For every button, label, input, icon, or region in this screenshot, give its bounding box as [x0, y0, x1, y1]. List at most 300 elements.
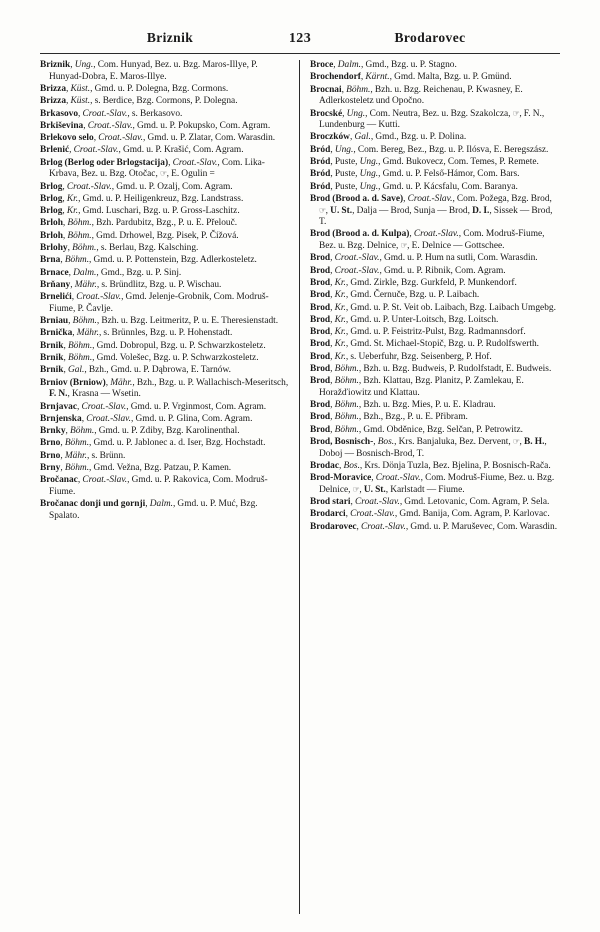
entry-headword: Brkiševina	[40, 120, 84, 131]
entry-headword: Brizza	[40, 96, 67, 107]
dictionary-entry	[310, 376, 560, 399]
entry-detail-text: ,	[62, 181, 67, 192]
entry-detail-text: ,	[330, 363, 335, 374]
entry-detail-text: , F. N., Lundenburg — Kutti.	[319, 108, 545, 131]
entry-detail-text: ,	[330, 400, 335, 411]
entry-detail-text: ,	[70, 60, 75, 70]
dictionary-entry	[310, 278, 560, 290]
dictionary-entry	[40, 475, 290, 498]
entry-region-abbrev: Ung.	[359, 181, 379, 192]
entry-detail-text: ,	[105, 377, 111, 388]
dictionary-entry	[310, 253, 560, 265]
dictionary-entry	[40, 96, 290, 108]
dictionary-entry	[310, 339, 560, 351]
dictionary-entry	[40, 341, 290, 353]
entry-detail-text: , Gmd. Jelenje-Grobnik, Com. Modruš-Fiume, P. Čavlje.	[49, 292, 269, 314]
entry-region-abbrev: Croat.-Slav.	[350, 509, 395, 520]
dictionary-entry	[310, 109, 560, 132]
entry-detail-text: , Gmd. Obděnice, Bzg. Selčan, P. Petrowitz.	[358, 424, 524, 435]
entry-region-abbrev: Böhm.	[67, 340, 93, 351]
entry-headword: Brnička	[40, 328, 73, 339]
entry-detail-text: ,	[62, 193, 67, 204]
dictionary-entry	[40, 280, 290, 292]
entry-region-abbrev: Kr.	[334, 339, 346, 350]
entry-detail-text: ,	[325, 205, 331, 216]
entry-detail-text: , Gmd. u. P. Maruševec, Com. Warasdin.	[405, 521, 558, 532]
entry-region-abbrev: Böhm.	[334, 412, 359, 423]
entry-detail-text: ,	[63, 365, 68, 376]
entry-detail-text: , Gmd. u. P. Zdiby, Bzg. Karolinenthal.	[94, 426, 240, 437]
entry-headword: Brniov (Brniow)	[40, 377, 106, 388]
entry-headword: Bročanac	[40, 475, 78, 486]
entry-headword: Broce	[310, 60, 334, 70]
entry-headword: Brod	[310, 277, 331, 288]
entry-detail-text: , Puste,	[330, 169, 360, 180]
entry-headword: Brnjavac	[40, 401, 77, 412]
dictionary-entry	[310, 352, 560, 364]
entry-detail-text: , Gmd. u. P. Zlatar, Com. Warasdin.	[143, 133, 276, 144]
entry-region-abbrev: Croat.-Slav.	[172, 157, 218, 168]
entry-region-abbrev: Croat.-Slav.	[66, 181, 112, 192]
entry-detail-text: ,	[60, 450, 65, 461]
entry-headword: Brna	[40, 255, 61, 266]
entry-headword: Brizza	[40, 83, 67, 94]
entry-headword: Brnelići	[40, 292, 72, 303]
entry-region-abbrev: Croat.-Slav.	[413, 229, 459, 240]
entry-detail-text: , Gmd. Dobropul, Bzg. u. P. Schwarzkosteletz.	[92, 340, 266, 351]
dictionary-entry	[40, 194, 290, 206]
entry-detail-text: , Krs. Dönja Tuzla, Bez. Bjelina, P. Bosnisch-Rača.	[359, 460, 551, 471]
dictionary-entry	[310, 290, 560, 302]
entry-detail-text: , Sissek — Brod, T.	[319, 205, 553, 228]
entry-detail-text: , Krasna — Wsetin.	[67, 389, 141, 400]
entry-region-abbrev: Croat.-Slav.	[355, 497, 400, 508]
dictionary-entry	[40, 231, 290, 243]
entry-region-abbrev: Croat.-Slav.	[82, 475, 128, 486]
entry-detail-text: , Karlstadt — Fiume.	[385, 484, 465, 495]
entry-detail-text: ,	[350, 497, 356, 508]
entry-region-abbrev: Croat.-Slav.	[375, 473, 421, 484]
dictionary-entry	[310, 412, 560, 424]
entry-region-abbrev: Gal.	[354, 132, 371, 143]
entry-detail-text: , Com. Bereg, Bez., Bzg. u. P. Ilósva, E. Beregszász.	[353, 144, 549, 155]
entry-detail-text: , Gmd. Vežna, Bzg. Patzau, P. Kamen.	[89, 463, 232, 474]
left-column	[40, 60, 300, 914]
entry-region-abbrev: Bos.	[377, 437, 395, 448]
entry-detail-text: ,	[66, 96, 71, 107]
dictionary-entry	[40, 463, 290, 475]
telegraph-icon: ☞	[512, 437, 520, 447]
entry-region-abbrev: Böhm.	[72, 316, 97, 327]
entry-detail-text: , Gmd. Bukovecz, Com. Temes, P. Remete.	[378, 157, 539, 167]
entry-detail-text: ,	[409, 229, 414, 240]
header-right-running-title: Brodarovec	[394, 30, 466, 45]
entry-region-abbrev: Böhm.	[67, 353, 93, 364]
dictionary-entry	[40, 353, 290, 365]
dictionary-entry	[40, 206, 290, 218]
dictionary-entry	[40, 499, 290, 522]
entry-region-abbrev: Gal.	[67, 365, 85, 376]
entry-detail-text: ,	[77, 475, 83, 486]
entry-detail-text: ,	[330, 144, 335, 155]
entry-detail-text: , Gmd. u. P. Hum na sutli, Com. Warasdin.	[379, 253, 538, 264]
entry-region-abbrev: Dalm.	[149, 499, 173, 510]
entry-region-abbrev: Böhm.	[334, 424, 359, 435]
entry-detail-text: ,	[342, 108, 347, 119]
entry-region-abbrev: Küst.	[70, 96, 91, 107]
dictionary-entry	[40, 145, 290, 157]
entry-region-abbrev: Croat.-Slav.	[407, 193, 453, 204]
entry-detail-text: , Gmd. Malta, Bzg. u. P. Gmünd.	[389, 72, 512, 83]
entry-region-abbrev: Mähr.	[64, 450, 87, 461]
entry-region-abbrev: Croat.-Slav.	[82, 108, 128, 119]
dictionary-entry	[40, 316, 290, 328]
header-left-running-title: Briznik	[146, 30, 194, 45]
entry-region-abbrev: Croat.-Slav.	[76, 292, 122, 303]
dictionary-entry	[40, 158, 290, 181]
dictionary-entry	[40, 60, 290, 83]
entry-region-abbrev: Mähr.	[76, 328, 99, 339]
entry-detail-text: , Puste,	[330, 181, 360, 192]
entry-detail-text: , s. Bründlitz, Bzg. u. P. Wischau.	[96, 279, 222, 290]
entry-region-abbrev: Küst.	[70, 83, 91, 94]
entry-bold-text: U. St.	[330, 205, 353, 216]
dictionary-entry	[40, 84, 290, 96]
entry-headword: Bród	[310, 144, 331, 155]
entry-region-abbrev: Böhm.	[70, 426, 95, 437]
entry-detail-text: , Gmd. u. P. Muć, Bzg. Spalato.	[49, 499, 258, 521]
entry-headword: Brňany	[40, 279, 71, 290]
entry-region-abbrev: Kr.	[334, 290, 346, 301]
dictionary-entry	[310, 522, 560, 534]
entry-detail-text: ,	[360, 72, 366, 83]
entry-detail-text: ,	[67, 243, 73, 254]
entry-region-abbrev: Croat.-Slav.	[98, 133, 143, 144]
entry-detail-text: ,	[519, 437, 525, 448]
entry-region-abbrev: Böhm.	[67, 218, 92, 229]
entry-headword: Bród	[310, 181, 331, 192]
entry-detail-text: , s. Ueberfuhr, Bzg. Seisenberg, P. Hof.	[345, 351, 492, 362]
entry-region-abbrev: Böhm.	[334, 363, 359, 374]
dictionary-entry	[40, 378, 290, 401]
entry-detail-text: ,	[60, 438, 65, 449]
entry-region-abbrev: Kr.	[334, 327, 346, 338]
entry-detail-text: ,	[83, 120, 88, 131]
dictionary-entry	[310, 473, 560, 496]
entry-detail-text: , Gmd. u. P. Pottenstein, Bzg. Adlerkosteletz.	[89, 255, 257, 266]
entry-region-abbrev: Ung.	[359, 157, 379, 167]
entry-detail-text: , Gmd. Zirkle, Bzg. Gurkfeld, P. Munkendorf.	[345, 277, 517, 288]
entry-headword: Brod	[310, 327, 331, 338]
entry-region-abbrev: Kr.	[334, 351, 346, 362]
entry-region-abbrev: Böhm.	[334, 400, 359, 411]
entry-region-abbrev: Kr.	[334, 314, 346, 325]
entry-region-abbrev: Kr.	[66, 206, 79, 217]
entry-headword: Brod stari	[310, 497, 351, 508]
dictionary-entry	[310, 169, 560, 181]
entry-detail-text: , Com. Hunyad, Bez. u. Bzg. Maros-Illye, P. Hunyad-Dobra, E. Maros-Illye.	[49, 60, 258, 82]
entry-region-abbrev: Ung.	[334, 144, 354, 155]
entry-headword: Brlekovo selo	[40, 133, 94, 144]
entry-detail-text: ,	[81, 413, 87, 424]
entry-headword: Brochendorf	[310, 72, 361, 83]
entry-region-abbrev: Böhm.	[67, 230, 92, 241]
dictionary-entry	[310, 315, 560, 327]
entry-region-abbrev: Croat.-Slav.	[334, 253, 380, 264]
entry-detail-text: , E. Ogulin =	[166, 169, 215, 180]
entry-region-abbrev: Ung.	[346, 108, 366, 119]
entry-detail-text: ,	[373, 437, 378, 448]
entry-detail-text: , Gmd. Banija, Com. Agram, P. Karlovac.	[394, 509, 550, 520]
dictionary-entry	[40, 414, 290, 426]
entry-detail-text: , Doboj — Bosnisch-Brod, T.	[319, 437, 547, 459]
entry-detail-text: , Gmd. u. P. Glina, Com. Agram.	[130, 413, 253, 424]
text-columns	[0, 54, 600, 914]
entry-detail-text: , Com. Lika-Krbava, Bez. u. Bzg. Otočac,	[49, 157, 265, 180]
entry-region-abbrev: Kr.	[334, 277, 346, 288]
entry-detail-text: , s. Berlau, Bzg. Kalsching.	[96, 243, 199, 254]
dictionary-entry	[310, 145, 560, 157]
dictionary-entry	[40, 292, 290, 315]
entry-bold-text: B. H.	[524, 437, 545, 448]
entry-detail-text: ,	[68, 316, 73, 327]
entry-detail-text: , Gmd. u. P. Ozalj, Com. Agram.	[111, 181, 233, 192]
dictionary-entry	[40, 328, 290, 340]
entry-detail-text: , Gmd. St. Michael-Stopič, Bzg. u. P. Rudolfswerth.	[345, 339, 539, 350]
entry-detail-text: ,	[330, 376, 335, 387]
dictionary-entry	[310, 327, 560, 339]
entry-detail-text: ,	[359, 484, 364, 495]
entry-detail-text: ,	[341, 84, 347, 95]
dictionary-entry	[310, 229, 560, 252]
entry-detail-text: , Gmd., Bzg. u. P. Sinj.	[96, 267, 182, 278]
entry-headword: Brno	[40, 450, 61, 461]
dictionary-entry	[310, 72, 560, 84]
entry-region-abbrev: Croat.-Slav.	[87, 120, 133, 131]
entry-detail-text: , s. Berdice, Bzg. Cormons, P. Dolegna.	[90, 96, 238, 107]
entry-detail-text: ,	[93, 133, 99, 144]
dictionary-entry	[40, 109, 290, 121]
entry-headword: Briznik	[40, 60, 71, 70]
entry-detail-text: , Bzh., Bzg. u. P. Wallachisch-Meseritsch,	[132, 377, 289, 388]
entry-detail-text: ,	[349, 132, 355, 143]
entry-detail-text: , Gmd. u. P. Heiligenkreuz, Bzg. Landstrass.	[78, 193, 244, 204]
entry-detail-text: ,	[403, 193, 408, 204]
dictionary-entry	[310, 437, 560, 460]
entry-region-abbrev: Croat.-Slav.	[81, 401, 127, 412]
entry-region-abbrev: Ung.	[359, 169, 379, 180]
dictionary-entry	[310, 400, 560, 412]
dictionary-entry	[40, 255, 290, 267]
entry-detail-text: , Com. Neutra, Bez. u. Bzg. Szakolcza,	[365, 108, 513, 119]
entry-detail-text: ,	[330, 277, 335, 288]
entry-headword: Brocnai	[310, 84, 342, 95]
dictionary-entry	[310, 461, 560, 473]
entry-detail-text: , Gmd. u. P. Rakovica, Com. Modruš-Fiume.	[49, 475, 268, 497]
entry-detail-text: ,	[60, 463, 65, 474]
entry-detail-text: ,	[330, 314, 335, 325]
entry-detail-text: ,	[62, 230, 68, 241]
entry-detail-text: , Gmd. Černuče, Bzg. u. P. Laibach.	[345, 290, 480, 301]
dictionary-entry	[40, 243, 290, 255]
entry-headword: Brlog (Berlog oder Brlogstacija)	[40, 157, 169, 168]
entry-headword: Brod	[310, 376, 331, 387]
entry-detail-text: ,	[63, 340, 68, 351]
entry-detail-text: ,	[69, 145, 74, 156]
entry-headword: Brocské	[310, 108, 343, 119]
entry-detail-text: ,	[330, 412, 335, 423]
entry-detail-text: , Com. Požega, Bzg. Brod,	[452, 193, 552, 204]
entry-headword: Brod, Bosnisch-	[310, 437, 374, 448]
entry-detail-text: , Bzh. u. Bzg. Mies, P. u. E. Kladrau.	[358, 400, 496, 411]
entry-detail-text: , Gmd. Drhowel, Bzg. Pisek, P. Čížová.	[91, 230, 239, 241]
entry-headword: Brlenić	[40, 145, 70, 156]
entry-headword: Brlog	[40, 181, 63, 192]
dictionary-entry	[310, 85, 560, 108]
page-number: 123	[288, 31, 312, 46]
entry-bold-text: U. St.	[363, 484, 386, 495]
dictionary-entry	[310, 266, 560, 278]
entry-region-abbrev: Croat.-Slav.	[73, 145, 119, 156]
right-column	[300, 60, 560, 914]
entry-detail-text: ,	[330, 265, 335, 276]
dictionary-entry	[40, 268, 290, 280]
dictionary-entry	[40, 365, 290, 377]
entry-headword: Brod	[310, 253, 331, 264]
entry-headword: Brno	[40, 438, 61, 449]
entry-headword: Brod	[310, 400, 331, 411]
entry-detail-text: , Bzh., Gmd. u. P. Dąbrowa, E. Tarnów.	[84, 365, 231, 376]
entry-detail-text: , Gmd. u. P. Ribnik, Com. Agram.	[379, 265, 506, 276]
entry-headword: Bród	[310, 169, 331, 180]
entry-headword: Brnky	[40, 426, 66, 437]
entry-region-abbrev: Kr.	[334, 302, 346, 313]
entry-region-abbrev: Böhm.	[72, 243, 97, 254]
entry-detail-text: ,	[62, 206, 67, 217]
entry-detail-text: , Gmd. Luschari, Bzg. u. P. Gross-Laschitz.	[78, 206, 240, 217]
entry-detail-text: ,	[78, 108, 83, 119]
entry-detail-text: , Bzh., Bzg., P. u. E. Přibram.	[358, 412, 468, 423]
entry-detail-text: , Gmd., Bzg. u. P. Dolina.	[370, 132, 467, 143]
entry-detail-text: ,	[68, 267, 74, 278]
entry-region-abbrev: Böhm.	[334, 376, 359, 387]
entry-detail-text: ,	[70, 279, 75, 290]
dictionary-entry	[40, 182, 290, 194]
entry-detail-text: , Puste,	[330, 157, 360, 167]
dictionary-entry	[310, 60, 560, 72]
entry-region-abbrev: Bos.	[343, 460, 360, 471]
entry-detail-text: , E. Delnice — Gottschee.	[407, 241, 505, 252]
entry-detail-text: ,	[330, 424, 335, 435]
entry-detail-text: ,	[330, 302, 335, 313]
entry-headword: Bročanac donji und gornji	[40, 499, 146, 510]
entry-detail-text: ,	[356, 521, 362, 532]
entry-detail-text: , s. Brünn.	[86, 450, 126, 461]
entry-detail-text: , Krs. Banjaluka, Bez. Dervent,	[394, 437, 513, 448]
entry-detail-text: ,	[60, 255, 65, 266]
entry-detail-text: , Gmd. u. P. Dolegna, Bzg. Cormons.	[90, 83, 229, 94]
page-header	[0, 0, 600, 51]
entry-headword: Brnjenska	[40, 413, 82, 424]
telegraph-icon: ☞	[159, 169, 167, 179]
entry-detail-text: ,	[65, 426, 71, 437]
entry-headword: Brlohy	[40, 243, 68, 254]
dictionary-entry	[40, 426, 290, 438]
entry-headword: Brod	[310, 412, 331, 423]
entry-detail-text: ,	[330, 253, 335, 264]
entry-detail-text: , Gmd. u. P. Krašić, Com. Agram.	[118, 145, 244, 156]
entry-detail-text: ,	[62, 218, 68, 229]
entry-detail-text: , Bzh. Klattau, Bzg. Planitz, P. Zamlekau, E. Horažďiowitz und Klattau.	[319, 376, 524, 398]
entry-headword: Brnik	[40, 365, 64, 376]
dictionary-entry	[310, 132, 560, 144]
dictionary-entry	[40, 438, 290, 450]
entry-headword: Brodac	[310, 460, 339, 471]
entry-detail-text: , Gmd. u. P. St. Veit ob. Laibach, Bzg. Laibach Umgebg.	[345, 302, 556, 313]
entry-headword: Brodarovec	[310, 521, 357, 532]
entry-detail-text: ,	[66, 83, 71, 94]
dictionary-entry	[310, 425, 560, 437]
entry-detail-text: , s. Brünnles, Bzg. u. P. Hohenstadt.	[98, 328, 233, 339]
dictionary-entry	[40, 121, 290, 133]
entry-region-abbrev: Croat.-Slav.	[86, 413, 131, 424]
entry-region-abbrev: Ung.	[74, 60, 94, 70]
entry-region-abbrev: Böhm.	[64, 255, 90, 266]
entry-region-abbrev: Dalm.	[73, 267, 97, 278]
dictionary-entry	[310, 497, 560, 509]
entry-region-abbrev: Croat.-Slav.	[334, 265, 380, 276]
entry-detail-text: , s. Berkasovo.	[127, 108, 183, 119]
entry-detail-text: , Com. Modruš-Fiume, Bez. u. Bzg. Delnice,	[319, 473, 555, 495]
entry-headword: Brod	[310, 363, 331, 374]
entry-detail-text: , Gmd. u. P. Vrginmost, Com. Agram.	[126, 401, 267, 412]
dictionary-entry	[310, 194, 560, 229]
dictionary-entry	[310, 182, 560, 194]
entry-region-abbrev: Böhm.	[64, 463, 90, 474]
entry-detail-text: , Bzh. u. Bzg. Budweis, P. Rudolfstadt, E. Budweis.	[358, 363, 552, 374]
entry-detail-text: ,	[330, 351, 335, 362]
entry-detail-text: ,	[145, 499, 150, 510]
entry-region-abbrev: Dalm.	[337, 60, 361, 70]
entry-headword: Brod-Moravice	[310, 473, 372, 484]
entry-detail-text: , Com. Modruš-Fiume, Bez. u. Bzg. Delnice,	[319, 229, 545, 252]
entry-detail-text: ,	[63, 353, 68, 364]
entry-detail-text: , Dalja — Brod, Sunja — Brod,	[352, 205, 473, 216]
entry-headword: Brod	[310, 424, 331, 435]
entry-headword: Brny	[40, 463, 61, 474]
dictionary-entry	[40, 133, 290, 145]
entry-detail-text: ,	[333, 60, 338, 70]
entry-headword: Brlog	[40, 206, 63, 217]
dictionary-entry	[40, 218, 290, 230]
entry-headword: Brnik	[40, 353, 64, 364]
entry-detail-text: ,	[330, 339, 335, 350]
telegraph-icon: ☞	[512, 108, 520, 118]
entry-headword: Brnace	[40, 267, 69, 278]
entry-headword: Brkasovo	[40, 108, 79, 119]
dictionary-entry	[40, 451, 290, 463]
entry-headword: Brod	[310, 302, 331, 313]
entry-region-abbrev: Kärnt.	[365, 72, 390, 83]
telegraph-icon: ☞	[400, 241, 408, 251]
entry-detail-text: , Gmd. Volešec, Bzg. u. P. Schwarzkosteletz.	[92, 353, 259, 364]
entry-detail-text: ,	[71, 292, 77, 303]
entry-headword: Brlog	[40, 193, 63, 204]
entry-bold-text: D. I.	[472, 205, 490, 216]
entry-detail-text: ,	[339, 460, 344, 471]
entry-headword: Brloh	[40, 218, 63, 229]
entry-detail-text: , Gmd. u. P. Feistritz-Pulst, Bzg. Radmannsdorf.	[345, 327, 526, 338]
